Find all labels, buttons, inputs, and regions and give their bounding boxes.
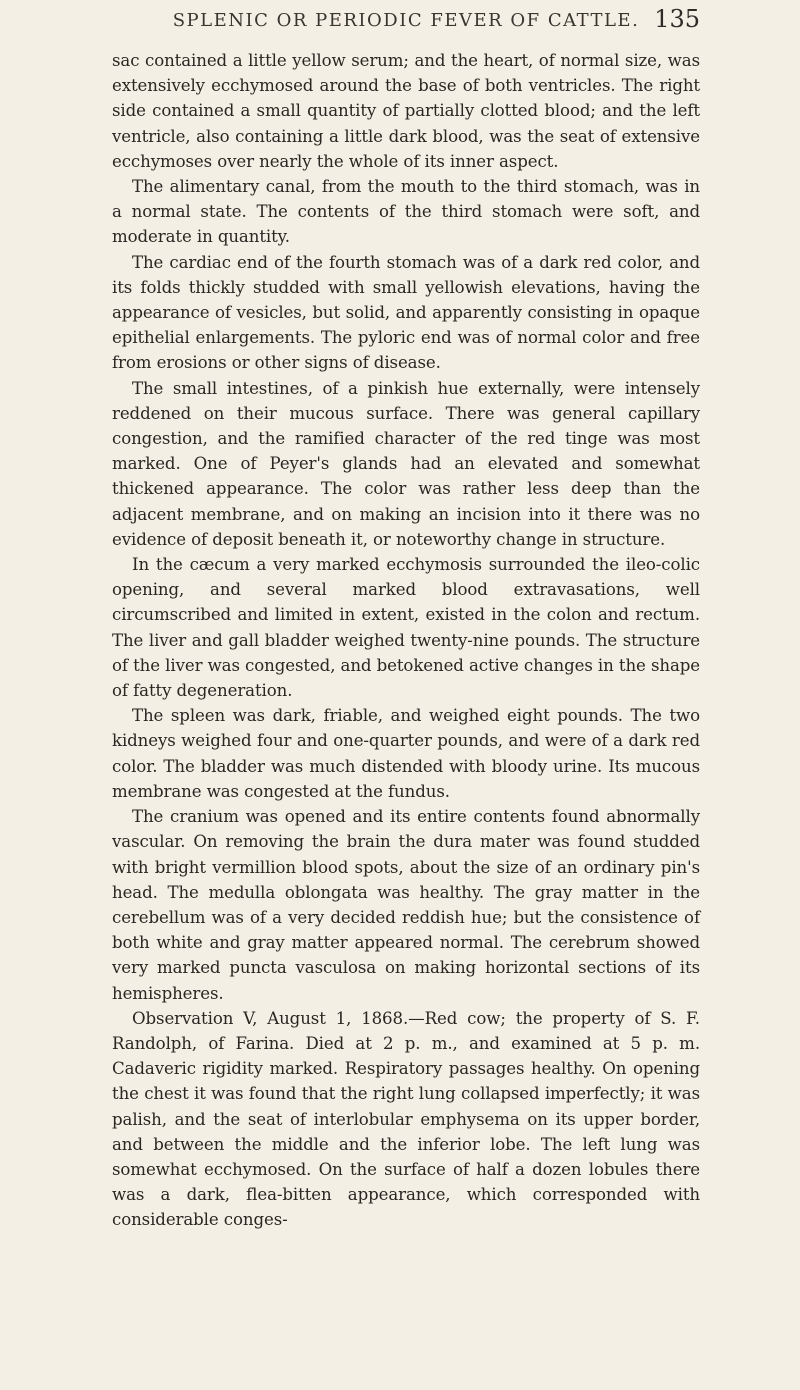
- page-header: [112, 5, 700, 42]
- page-number: 135: [654, 5, 700, 33]
- paragraph-alimentary-canal: The alimentary canal, from the mouth to the third stomach, was in a normal state. The contents of the third stomach were soft, and moderate in quantity.: [112, 177, 700, 247]
- body-text: [112, 48, 700, 1233]
- paragraph-small-intestines: The small intestines, of a pinkish hue externally, were intensely reddened on their mucous surface. There was general capillary congestion, and the ramified character of the red tinge was most marked. One of Peyer's glands had an elevated and somewhat thickened appearance. The color was rather less deep than the adjacent membrane, and on making an incision into it there was no evidence of deposit beneath it, or noteworthy change in structure.: [112, 378, 700, 549]
- running-title: SPLENIC OR PERIODIC FEVER OF CATTLE.: [172, 10, 640, 31]
- paragraph-observation-v: Observation V, August 1, 1868.—Red cow; the property of S. F. Randolph, of Farina. Died at 2 p. m., and examined at 5 p. m. Cadaveric rigidity marked. Respiratory passages healthy. On opening the chest it was found that the right lung collapsed imperfectly; it was palish, and the seat of interlobular emphysema on its upper border, and between the middle and the inferior lobe. The left lung was somewhat ecchymosed. On the surface of half a dozen lobules there was a dark, flea-bitten appearance, which corresponded with considerable conges-: [112, 1008, 700, 1230]
- paragraph-fourth-stomach: The cardiac end of the fourth stomach was of a dark red color, and its folds thickly studded with small yellowish elevations, having the appearance of vesicles, but solid, and apparently consisting in opaque epithelial enlargements. The pyloric end was of normal color and free from erosions or other signs of disease.: [112, 252, 700, 373]
- paragraph-spleen-kidneys: The spleen was dark, friable, and weighed eight pounds. The two kidneys weighed four and one-quarter pounds, and were of a dark red color. The bladder was much distended with bloody urine. Its mucous membrane was congested at the fundus.: [112, 706, 700, 801]
- paragraph-caecum-liver: In the cæcum a very marked ecchymosis surrounded the ileo-colic opening, and several marked blood extravasations, well circumscribed and limited in extent, existed in the colon and rectum. The liver and gall bladder weighed twenty-nine pounds. The structure of the liver was congested, and betokened active changes in the shape of fatty degeneration.: [112, 555, 700, 701]
- paragraph-heart: sac contained a little yellow serum; and the heart, of normal size, was extensively ecchymosed around the base of both ventricles. The right side contained a small quantity of partially clotted blood; and the left ventricle, also containing a little dark blood, was the seat of extensive ecchymoses over nearly the whole of its inner aspect.: [112, 51, 700, 171]
- paragraph-cranium: The cranium was opened and its entire contents found abnormally vascular. On removing the brain the dura mater was found studded with bright vermillion blood spots, about the size of an ordinary pin's head. The medulla oblongata was healthy. The gray matter in the cerebellum was of a very decided reddish hue; but the consistence of both white and gray matter appeared normal. The cerebrum showed very marked puncta vasculosa on making horizontal sections of its hemispheres.: [112, 807, 700, 1003]
